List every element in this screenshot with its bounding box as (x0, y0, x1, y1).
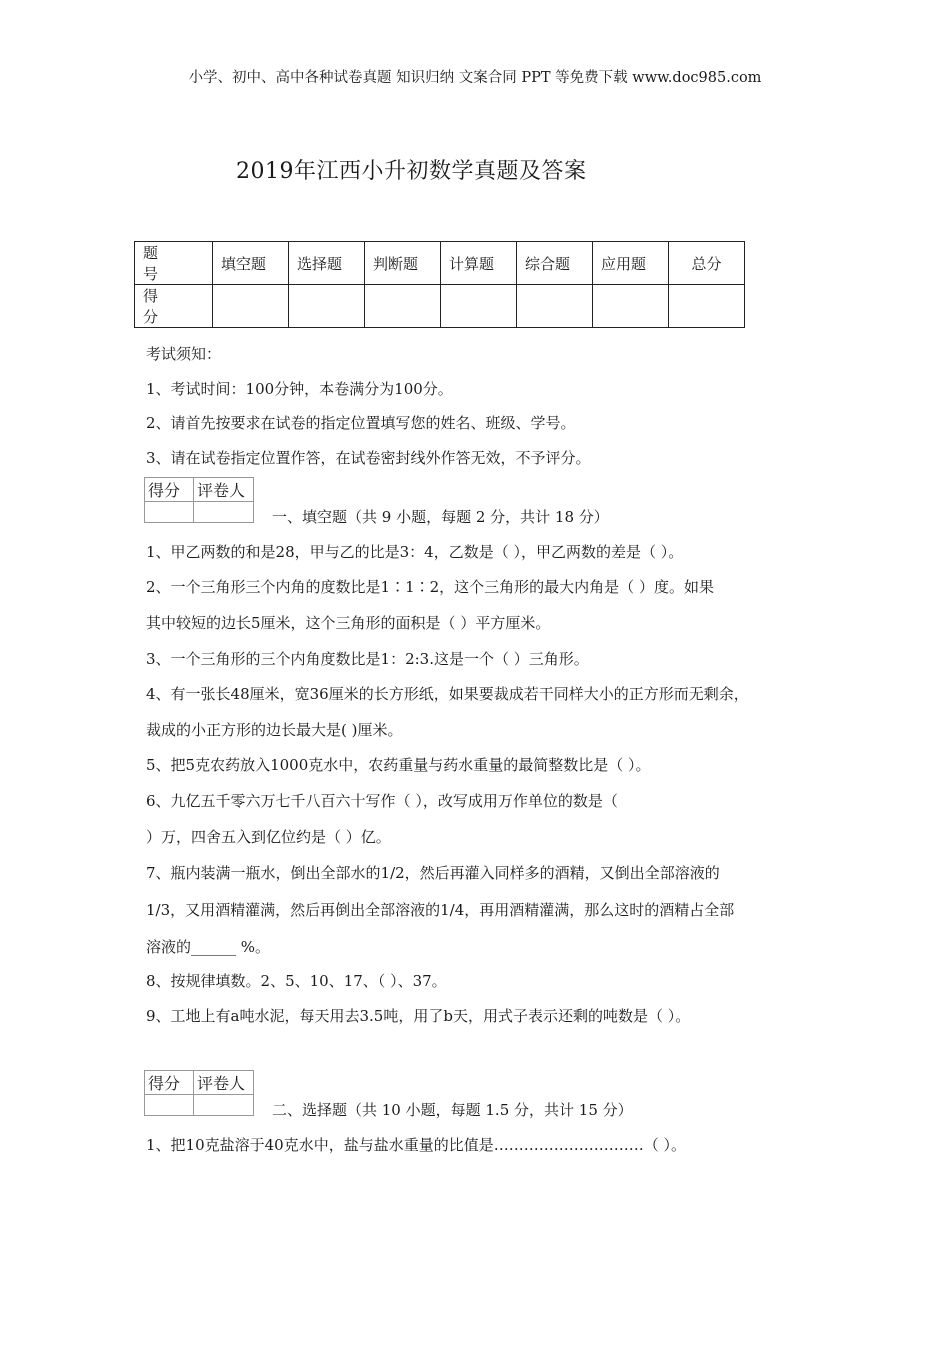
grader-name-label: 评卷人 (194, 478, 254, 502)
grader-score-label: 得分 (145, 478, 194, 502)
column-header: 选择题 (289, 242, 365, 285)
question-line: 1、甲乙两数的和是28，甲与乙的比是3：4，乙数是（ ），甲乙两数的差是（ ）。 (146, 543, 684, 561)
page-title: 2019年江西小升初数学真题及答案 (236, 159, 587, 184)
column-header: 填空题 (213, 242, 289, 285)
instruction-item: 1、考试时间：100分钟，本卷满分为100分。 (146, 380, 453, 398)
instruction-item: 2、请首先按要求在试卷的指定位置填写您的姓名、班级、学号。 (146, 414, 576, 432)
score-cell[interactable] (213, 285, 289, 328)
question-line: 3、一个三角形的三个内角度数比是1：2:3.这是一个（ ）三角形。 (146, 650, 589, 668)
instruction-item: 3、请在试卷指定位置作答，在试卷密封线外作答无效，不予评分。 (146, 449, 591, 467)
score-cell[interactable] (669, 285, 745, 328)
question-line: 2、一个三角形三个内角的度数比是1∶1∶2，这个三角形的最大内角是（ ）度。如果 (146, 578, 714, 596)
grader-name-label: 评卷人 (194, 1071, 254, 1095)
question-line: 1/3，又用酒精灌满，然后再倒出全部溶液的1/4，再用酒精灌满，那么这时的酒精占全部 (146, 901, 735, 919)
grader-box (144, 1070, 254, 1116)
score-table (134, 241, 745, 328)
column-header: 综合题 (517, 242, 593, 285)
score-cell[interactable] (517, 285, 593, 328)
grader-name-cell[interactable] (194, 1095, 254, 1116)
question-line: 其中较短的边长5厘米，这个三角形的面积是（ ）平方厘米。 (146, 614, 551, 632)
row-label: 题 号 (135, 242, 213, 285)
grader-score-cell[interactable] (145, 1095, 194, 1116)
column-header: 应用题 (593, 242, 669, 285)
column-header: 计算题 (441, 242, 517, 285)
question-line: 8、按规律填数。2、5、10、17、（ ）、37。 (146, 972, 447, 990)
grader-name-cell[interactable] (194, 502, 254, 523)
section2-title: 二、选择题（共 10 小题，每题 1.5 分，共计 15 分） (272, 1101, 633, 1119)
row-label: 得 分 (135, 285, 213, 328)
section1-title: 一、填空题（共 9 小题，每题 2 分，共计 18 分） (272, 508, 609, 526)
grader-score-cell[interactable] (145, 502, 194, 523)
question-line: 4、有一张长48厘米，宽36厘米的长方形纸，如果要裁成若干同样大小的正方形而无剩余， (146, 685, 749, 703)
question-line: 7、瓶内装满一瓶水，倒出全部水的1/2，然后再灌入同样多的酒精，又倒出全部溶液的 (146, 864, 720, 882)
question-line: 溶液的______ %。 (146, 938, 271, 956)
table-row (135, 242, 745, 285)
score-cell[interactable] (289, 285, 365, 328)
question-line: 6、九亿五千零六万七千八百六十写作（ ），改写成用万作单位的数是（ (146, 792, 618, 810)
question-line: 1、把10克盐溶于40克水中，盐与盐水重量的比值是…………………………（ ）。 (146, 1136, 686, 1154)
score-cell[interactable] (441, 285, 517, 328)
question-line: 9、工地上有a吨水泥，每天用去3.5吨，用了b天，用式子表示还剩的吨数是（ ）。 (146, 1007, 691, 1025)
instructions-heading: 考试须知： (146, 345, 222, 363)
question-line: 5、把5克农药放入1000克水中，农药重量与药水重量的最简整数比是（ ）。 (146, 756, 651, 774)
grader-score-label: 得分 (145, 1071, 194, 1095)
score-cell[interactable] (593, 285, 669, 328)
column-header: 总分 (669, 242, 745, 285)
question-line: ）万，四舍五入到亿位约是（ ）亿。 (146, 828, 391, 846)
table-row (135, 285, 745, 328)
column-header: 判断题 (365, 242, 441, 285)
score-cell[interactable] (365, 285, 441, 328)
question-line: 裁成的小正方形的边长最大是( )厘米。 (146, 721, 403, 739)
grader-box (144, 477, 254, 523)
page-header: 小学、初中、高中各种试卷真题 知识归纳 文案合同 PPT 等免费下载 www.doc985.com (188, 70, 762, 86)
